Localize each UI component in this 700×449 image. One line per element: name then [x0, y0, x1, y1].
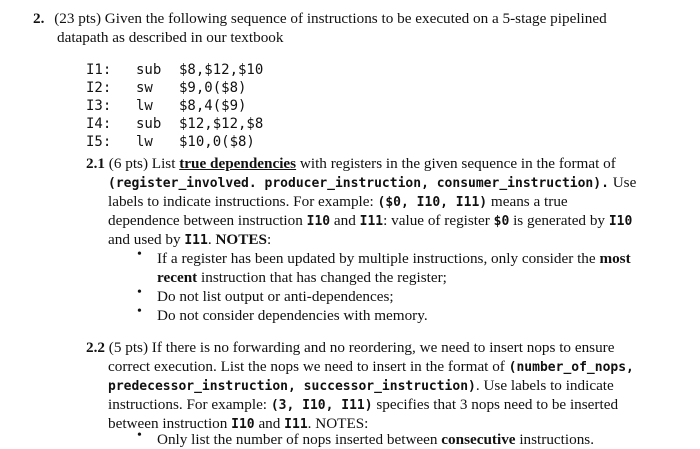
- format-code: (register_involved. producer_instruction, consumer_instruction).: [108, 176, 609, 191]
- instr-op: lw: [136, 134, 153, 150]
- part2-number: 2.2: [86, 339, 105, 356]
- instr-op: lw: [136, 98, 153, 114]
- part2-line-2: correct execution. List the nops we need to insert in the format of (number_of_nops,: [108, 358, 634, 375]
- part1-line-4: dependence between instruction I10 and I11: value of register $0 is generated by I10: [108, 212, 633, 229]
- note-1-line-1: If a register has been updated by multiple instructions, only consider the most: [157, 250, 631, 267]
- note-2: Do not list output or anti-dependences;: [157, 288, 394, 305]
- part2-line-4: instructions. For example: (3, I10, I11) specifies that 3 nops need to be inserted: [108, 396, 619, 413]
- bullet-icon: •: [137, 247, 142, 262]
- part2-line-1: 2.2 (5 pts) If there is no forwarding and no reordering, we need to insert nops to ensure: [86, 339, 615, 356]
- part2-line-5: between instruction I10 and I11. NOTES:: [108, 415, 369, 432]
- instr-label: I3:: [86, 98, 112, 114]
- instr-args: $9,0($8): [179, 80, 247, 96]
- notes-heading: NOTES: [215, 231, 267, 248]
- instr-args: $8,4($9): [179, 98, 247, 114]
- note-3: Do not consider dependencies with memory.: [157, 307, 428, 324]
- question-number: 2.: [33, 10, 45, 27]
- part1-number: 2.1: [86, 155, 105, 172]
- bullet-icon: •: [137, 428, 142, 443]
- instr-op: sw: [136, 80, 153, 96]
- question-header-line-2: datapath as described in our textbook: [57, 29, 284, 46]
- instr-args: $12,$12,$8: [179, 116, 264, 132]
- bullet-icon: •: [137, 304, 142, 319]
- part1-line-3: labels to indicate instructions. For example: ($0, I10, I11) means a true: [108, 193, 568, 210]
- part2-line-3: predecessor_instruction, successor_instruction). Use labels to indicate: [108, 377, 614, 394]
- part2-note-1: Only list the number of nops inserted between consecutive instructions.: [157, 431, 594, 448]
- bullet-icon: •: [137, 285, 142, 300]
- instr-op: sub: [136, 62, 162, 78]
- part1-line-5: and used by I11. NOTES:: [108, 231, 272, 248]
- part1-line-1: 2.1 (6 pts) List true dependencies with registers in the given sequence in the format of: [86, 155, 616, 172]
- instr-op: sub: [136, 116, 162, 132]
- question-header-text: (23 pts) Given the following sequence of instructions to be executed on a 5-stage pipelined: [54, 10, 607, 27]
- example-code: ($0, I10, I11): [377, 195, 488, 210]
- question-header-line-1: [33, 9, 607, 28]
- instr-args: $8,$12,$10: [179, 62, 264, 78]
- instr-label: I5:: [86, 134, 112, 150]
- instr-label: I4:: [86, 116, 112, 132]
- part1-line-2: (register_involved. producer_instruction, consumer_instruction). Use: [108, 174, 637, 191]
- true-dependencies-term: true dependencies: [179, 155, 297, 172]
- instr-label: I1:: [86, 62, 112, 78]
- note-1-line-2: recent instruction that has changed the register;: [157, 269, 447, 286]
- instr-args: $10,0($8): [179, 134, 255, 150]
- instr-label: I2:: [86, 80, 112, 96]
